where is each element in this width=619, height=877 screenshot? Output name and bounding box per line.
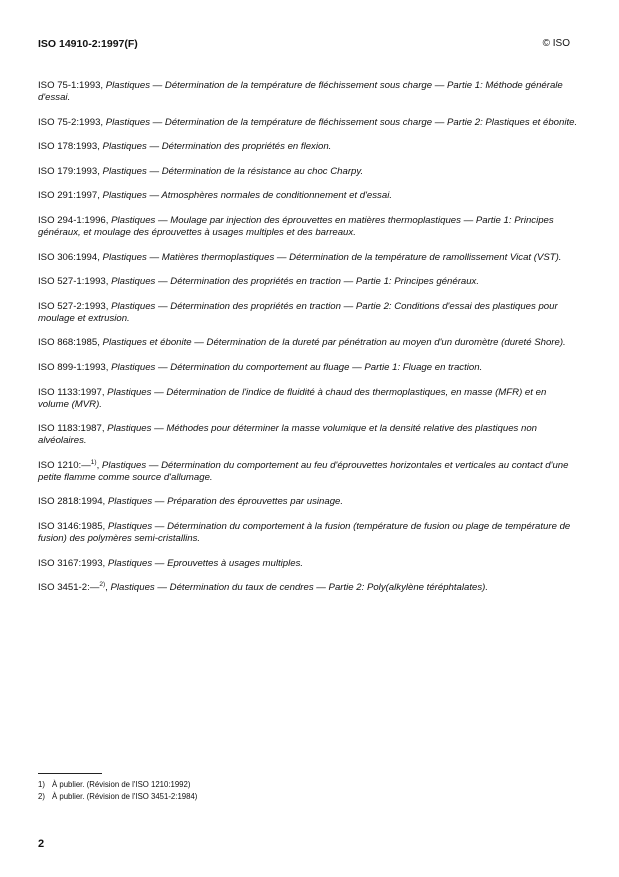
reference-item — [38, 190, 578, 202]
copyright-notice: © ISO — [542, 38, 570, 49]
reference-code: ISO 2818:1994, — [38, 496, 108, 508]
reference-separator: , — [105, 582, 111, 594]
reference-code: ISO 527-1:1993, — [38, 276, 112, 288]
reference-title: Plastiques — Détermination de la température de fléchissement sous charge — Partie 2: Plastiques et ébonite. — [105, 116, 578, 128]
reference-title: Plastiques — Atmosphères normales de conditionnement et d'essai. — [102, 190, 392, 202]
reference-title: Plastiques — Détermination du taux de cendres — Partie 2: Poly(alkylène téréphtalates). — [110, 582, 489, 594]
reference-title: Plastiques — Détermination du comportement à la fusion (température de fusion ou plage de température de fusion) des polymères semi-cristallins. — [38, 520, 571, 544]
reference-code: ISO 3146:1985, — [38, 520, 108, 532]
reference-item — [38, 252, 578, 264]
reference-code: ISO 75-1:1993, — [38, 80, 106, 91]
reference-title: Plastiques — Détermination de la résistance au choc Charpy. — [102, 165, 364, 177]
footnote — [38, 779, 578, 791]
reference-item — [38, 301, 578, 325]
reference-code: ISO 178:1993, — [38, 141, 103, 153]
page-number: 2 — [38, 838, 45, 850]
footnote-number: 1) — [38, 780, 45, 789]
reference-title: Plastiques — Préparation des éprouvettes par usinage. — [107, 496, 344, 508]
reference-item — [38, 387, 578, 411]
reference-item — [38, 521, 578, 545]
reference-code: ISO 75-2:1993, — [38, 116, 106, 128]
reference-title: Plastiques — Matières thermoplastiques — Détermination de la température de ramollissement Vicat (VST). — [102, 251, 562, 263]
reference-title: Plastiques — Méthodes pour déterminer la masse volumique et la densité relative des plastiques non alvéolaires. — [38, 423, 537, 447]
reference-title: Plastiques — Détermination de la température de fléchissement sous charge — Partie 1: Méthode générale d'essai. — [38, 80, 563, 103]
footnote — [38, 791, 578, 803]
reference-item — [38, 582, 578, 594]
reference-code: ISO 527-2:1993, — [38, 300, 112, 312]
reference-title: Plastiques et ébonite — Détermination de la dureté par pénétration au moyen d'un duromètre (dureté Shore). — [102, 337, 566, 349]
reference-separator: , — [96, 459, 102, 471]
reference-item — [38, 362, 578, 374]
reference-code: ISO 1210:— — [38, 459, 91, 471]
reference-item — [38, 558, 578, 570]
reference-list — [38, 80, 578, 607]
reference-item — [38, 215, 578, 239]
reference-code: ISO 1133:1997, — [38, 386, 108, 398]
reference-code: ISO 179:1993, — [38, 165, 103, 177]
reference-item — [38, 496, 578, 508]
reference-title: Plastiques — Détermination des propriétés en traction — Partie 2: Conditions d'essai des plastiques pour moulage et extrusion. — [38, 300, 558, 324]
reference-item — [38, 423, 578, 447]
document-id: ISO 14910-2:1997(F) — [38, 38, 138, 50]
reference-item — [38, 166, 578, 178]
reference-item — [38, 141, 578, 153]
reference-title: Plastiques — Moulage par injection des éprouvettes en matières thermoplastiques — Partie 1: Principes généraux, et moulage des éprouvettes à usages multiples et des barreaux. — [38, 214, 554, 238]
reference-title: Plastiques — Détermination du comportement au feu d'éprouvettes horizontales et verticales au contact d'une petite flamme comme source d'allumage. — [38, 459, 569, 483]
reference-item — [38, 337, 578, 349]
reference-title: Plastiques — Eprouvettes à usages multiples. — [107, 557, 304, 569]
reference-title: Plastiques — Détermination du comportement au fluage — Partie 1: Fluage en traction. — [111, 361, 483, 373]
footnote-marker: 1) — [90, 458, 97, 466]
reference-code: ISO 291:1997, — [38, 190, 103, 202]
reference-item — [38, 80, 578, 104]
reference-code: ISO 294-1:1996, — [38, 214, 112, 226]
footnote-text: À publier. (Révision de l'ISO 3451-2:1984) — [52, 791, 198, 801]
reference-code: ISO 3167:1993, — [38, 557, 108, 569]
footnote-number: 2) — [38, 791, 45, 801]
reference-title: Plastiques — Détermination des propriétés en traction — Partie 1: Principes généraux. — [111, 276, 480, 288]
footnote-text: À publier. (Révision de l'ISO 1210:1992) — [52, 780, 191, 789]
reference-item — [38, 117, 578, 129]
reference-code: ISO 306:1994, — [38, 251, 103, 263]
reference-item — [38, 460, 578, 484]
reference-item — [38, 276, 578, 288]
reference-code: ISO 3451-2:— — [38, 582, 100, 594]
reference-title: Plastiques — Détermination de l'indice de fluidité à chaud des thermoplastiques, en masse (MFR) et en volume (MVR). — [38, 386, 547, 410]
reference-title: Plastiques — Détermination des propriétés en flexion. — [102, 141, 332, 153]
footnote-marker: 2) — [99, 581, 106, 589]
footnote-divider — [38, 773, 102, 774]
reference-code: ISO 1183:1987, — [38, 423, 108, 435]
reference-code: ISO 868:1985, — [38, 337, 103, 349]
footnotes — [38, 779, 578, 802]
reference-code: ISO 899-1:1993, — [38, 361, 112, 373]
